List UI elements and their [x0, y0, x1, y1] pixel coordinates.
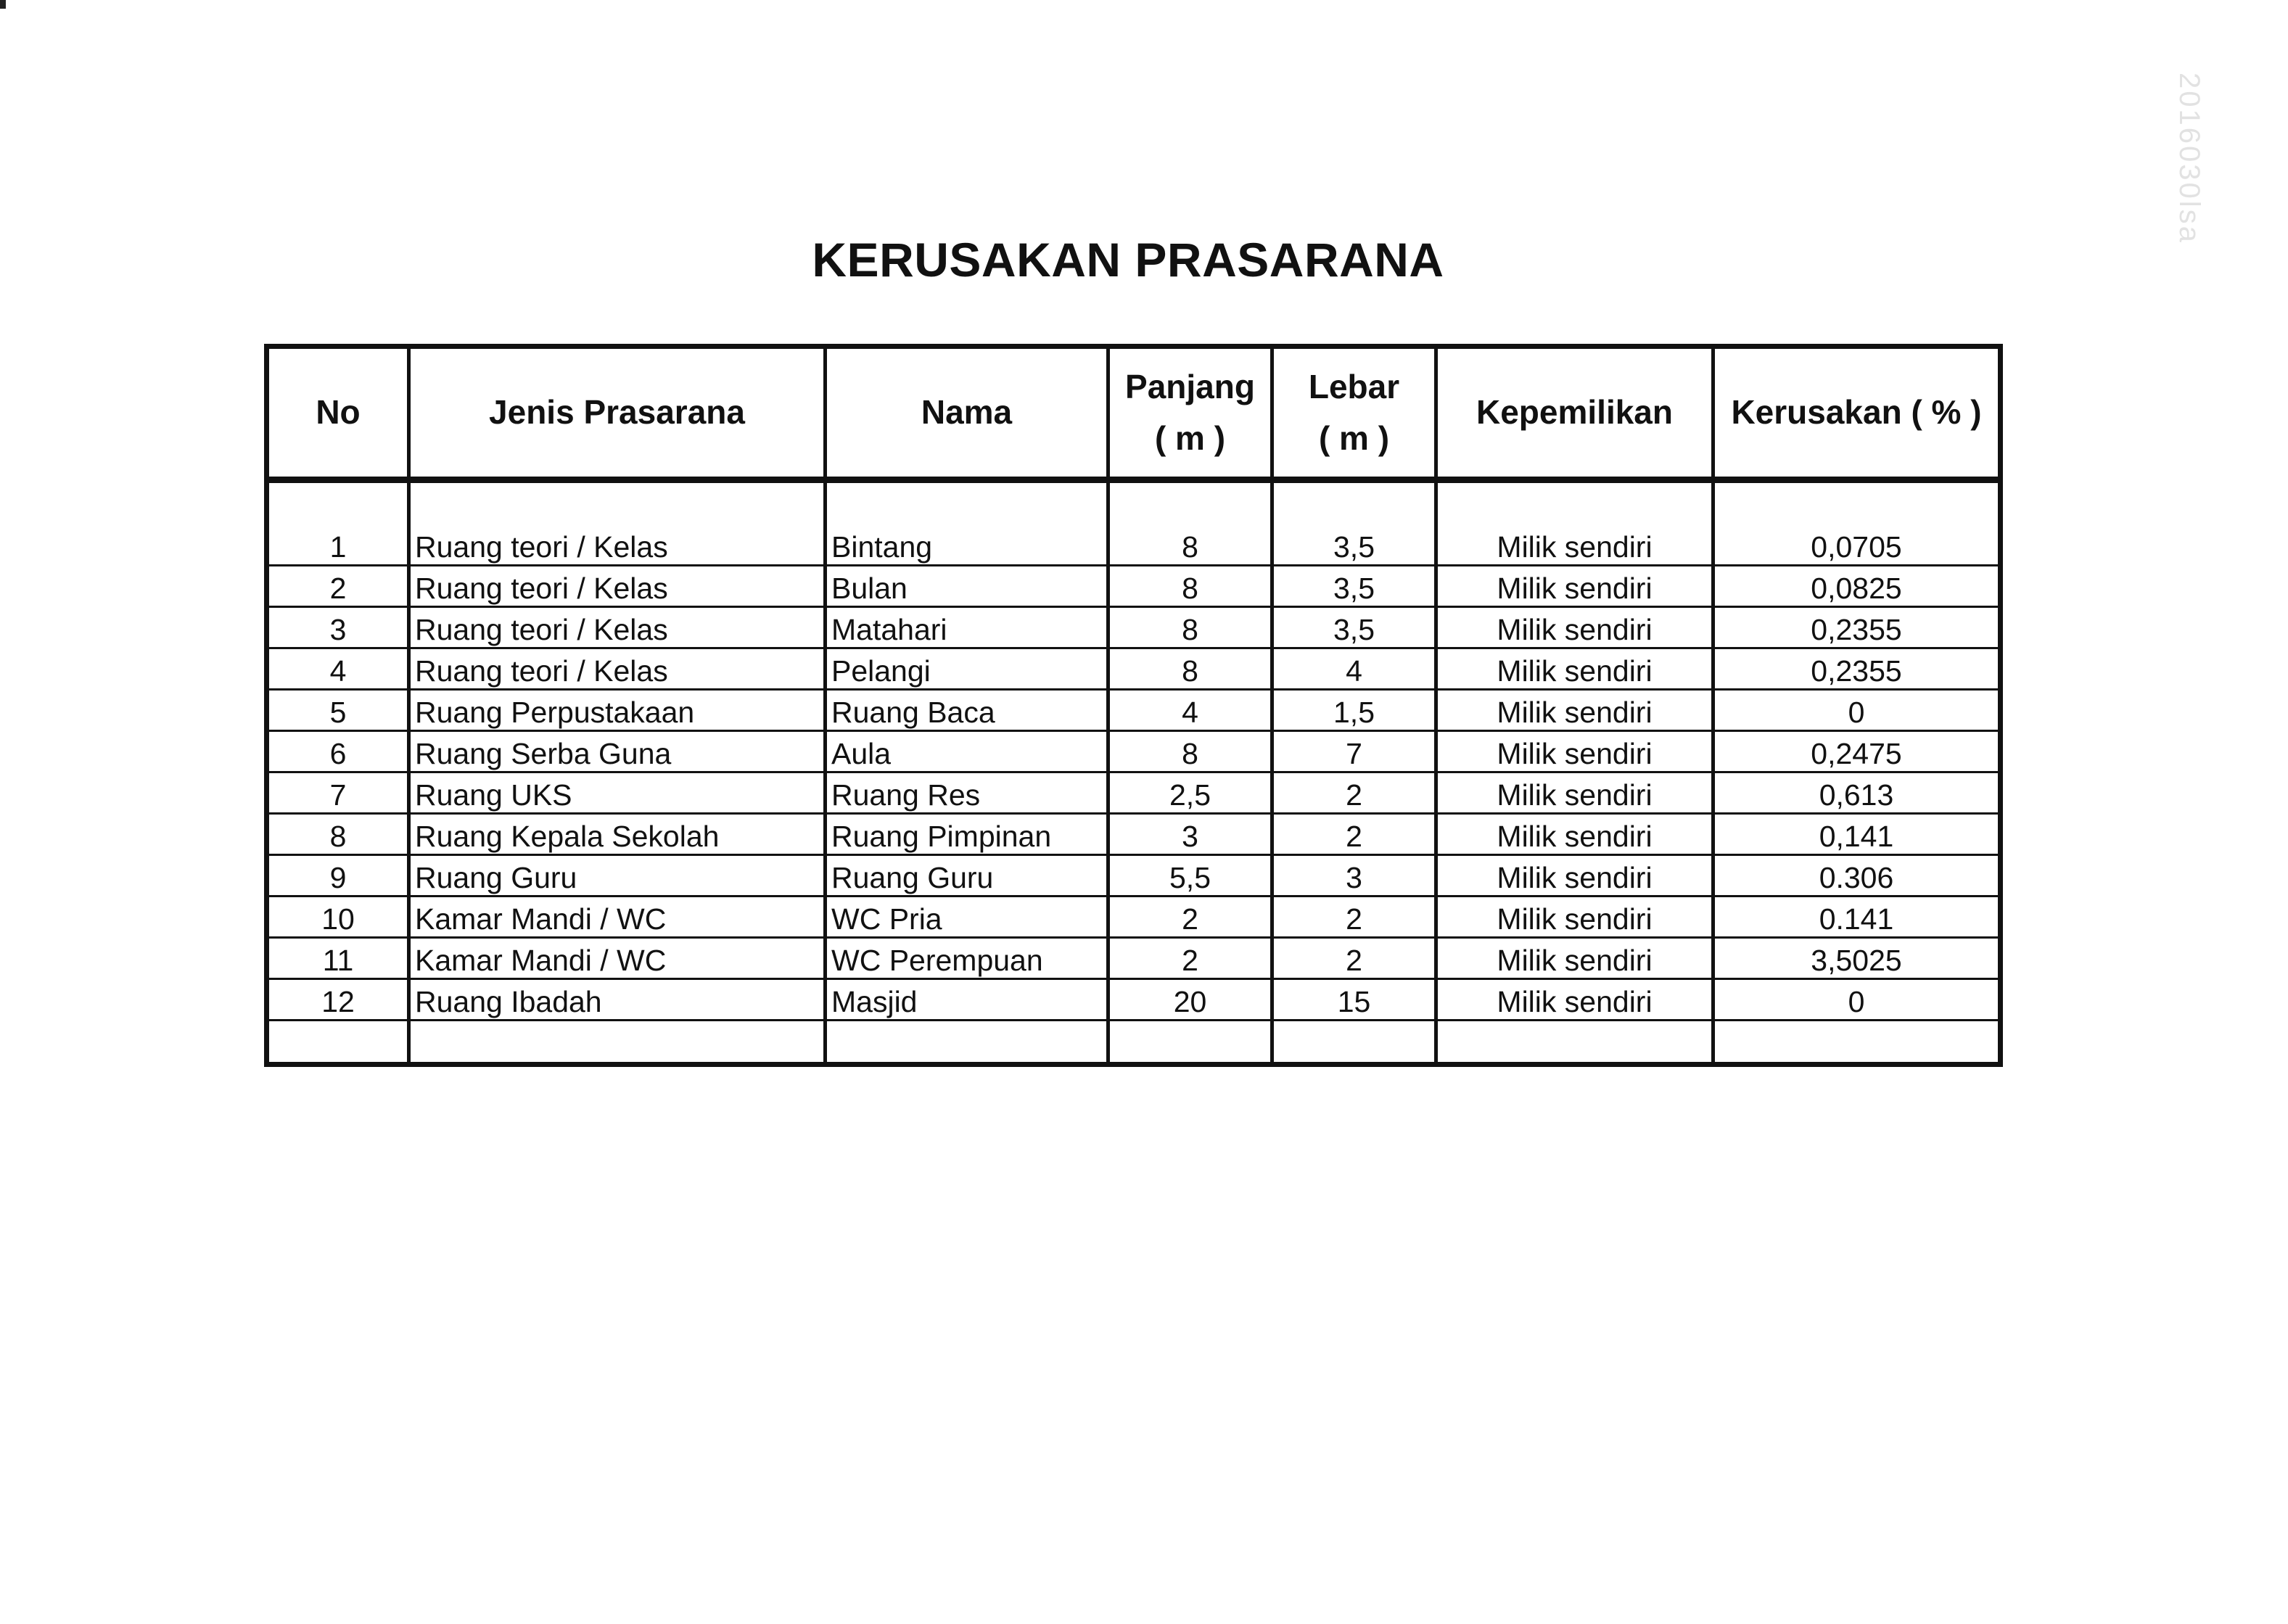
scan-edge-mark	[0, 0, 6, 9]
cell-jenis: Ruang Kepala Sekolah	[409, 814, 826, 855]
cell-jenis: Ruang teori / Kelas	[409, 607, 826, 648]
header-jenis-prasarana: Jenis Prasarana	[409, 347, 826, 480]
cell-no: 1	[267, 525, 409, 566]
cell-lebar: 15	[1272, 979, 1436, 1021]
cell-kerusakan: 0,0705	[1713, 525, 2001, 566]
cell-kepemilikan: Milik sendiri	[1436, 690, 1713, 731]
cell-kepemilikan: Milik sendiri	[1436, 772, 1713, 814]
cell-kerusakan: 0.141	[1713, 897, 2001, 938]
cell-lebar: 2	[1272, 814, 1436, 855]
cell-panjang: 8	[1108, 525, 1272, 566]
cell-kepemilikan: Milik sendiri	[1436, 979, 1713, 1021]
cell-kerusakan: 0.306	[1713, 855, 2001, 897]
table-header-row	[267, 347, 2001, 480]
cell-jenis: Kamar Mandi / WC	[409, 897, 826, 938]
cell-no: 8	[267, 814, 409, 855]
cell-panjang: 5,5	[1108, 855, 1272, 897]
table-row	[267, 938, 2001, 979]
cell-kerusakan: 0,2475	[1713, 731, 2001, 772]
cell-lebar: 3,5	[1272, 566, 1436, 607]
cell-lebar: 3	[1272, 855, 1436, 897]
cell-kepemilikan: Milik sendiri	[1436, 938, 1713, 979]
cell-no: 3	[267, 607, 409, 648]
cell-kerusakan: 0	[1713, 979, 2001, 1021]
cell-kerusakan: 0,2355	[1713, 648, 2001, 690]
cell-kepemilikan: Milik sendiri	[1436, 897, 1713, 938]
cell-nama: Aula	[826, 731, 1108, 772]
cell-kerusakan: 0,0825	[1713, 566, 2001, 607]
cell-nama: WC Pria	[826, 897, 1108, 938]
cell-panjang: 2	[1108, 938, 1272, 979]
cell-kerusakan: 0,2355	[1713, 607, 2001, 648]
cell-panjang: 8	[1108, 731, 1272, 772]
cell-nama: Ruang Guru	[826, 855, 1108, 897]
cell-no: 6	[267, 731, 409, 772]
page-title: KERUSAKAN PRASARANA	[812, 233, 1444, 287]
cell-jenis: Ruang teori / Kelas	[409, 525, 826, 566]
cell-kepemilikan: Milik sendiri	[1436, 525, 1713, 566]
header-panjang-unit: ( m )	[1154, 419, 1226, 457]
header-lebar-unit: ( m )	[1318, 419, 1390, 457]
cell-panjang: 8	[1108, 648, 1272, 690]
cell-lebar: 4	[1272, 648, 1436, 690]
table-row	[267, 897, 2001, 938]
cell-nama: Bulan	[826, 566, 1108, 607]
cell-kepemilikan: Milik sendiri	[1436, 731, 1713, 772]
cell-jenis: Ruang Guru	[409, 855, 826, 897]
cell-panjang: 3	[1108, 814, 1272, 855]
cell-jenis: Ruang Ibadah	[409, 979, 826, 1021]
cell-jenis: Ruang Serba Guna	[409, 731, 826, 772]
cell-nama: Ruang Pimpinan	[826, 814, 1108, 855]
cell-jenis: Ruang teori / Kelas	[409, 566, 826, 607]
prasarana-table	[264, 344, 2003, 1067]
table-row	[267, 855, 2001, 897]
cell-kepemilikan: Milik sendiri	[1436, 648, 1713, 690]
cell-no: 12	[267, 979, 409, 1021]
cell-kerusakan: 3,5025	[1713, 938, 2001, 979]
header-lebar	[1272, 347, 1436, 480]
cell-no: 2	[267, 566, 409, 607]
cell-nama: Pelangi	[826, 648, 1108, 690]
cell-no: 7	[267, 772, 409, 814]
cell-lebar: 1,5	[1272, 690, 1436, 731]
header-no: No	[267, 347, 409, 480]
table-row	[267, 566, 2001, 607]
cell-kepemilikan: Milik sendiri	[1436, 566, 1713, 607]
table-empty-row	[267, 1021, 2001, 1065]
cell-panjang: 8	[1108, 566, 1272, 607]
table-row	[267, 814, 2001, 855]
table-row	[267, 690, 2001, 731]
cell-nama: Ruang Res	[826, 772, 1108, 814]
cell-jenis: Ruang teori / Kelas	[409, 648, 826, 690]
cell-nama: Ruang Baca	[826, 690, 1108, 731]
table-row	[267, 525, 2001, 566]
table-row	[267, 979, 2001, 1021]
header-panjang-label: Panjang	[1125, 367, 1255, 405]
cell-kepemilikan: Milik sendiri	[1436, 814, 1713, 855]
cell-nama: WC Perempuan	[826, 938, 1108, 979]
cell-nama: Bintang	[826, 525, 1108, 566]
cell-lebar: 2	[1272, 772, 1436, 814]
cell-lebar: 7	[1272, 731, 1436, 772]
cell-panjang: 4	[1108, 690, 1272, 731]
cell-lebar: 2	[1272, 897, 1436, 938]
cell-nama: Matahari	[826, 607, 1108, 648]
table-row	[267, 772, 2001, 814]
cell-no: 9	[267, 855, 409, 897]
cell-jenis: Kamar Mandi / WC	[409, 938, 826, 979]
cell-nama: Masjid	[826, 979, 1108, 1021]
table-row	[267, 731, 2001, 772]
cell-kerusakan: 0,613	[1713, 772, 2001, 814]
header-kepemilikan: Kepemilikan	[1436, 347, 1713, 480]
cell-lebar: 2	[1272, 938, 1436, 979]
table-spacer-row	[267, 480, 2001, 526]
cell-kepemilikan: Milik sendiri	[1436, 607, 1713, 648]
header-lebar-label: Lebar	[1308, 367, 1400, 405]
cell-kepemilikan: Milik sendiri	[1436, 855, 1713, 897]
cell-panjang: 2,5	[1108, 772, 1272, 814]
cell-panjang: 20	[1108, 979, 1272, 1021]
scan-stamp: 2016030lsa	[2173, 73, 2205, 244]
cell-lebar: 3,5	[1272, 525, 1436, 566]
cell-kerusakan: 0,141	[1713, 814, 2001, 855]
table-row	[267, 607, 2001, 648]
header-panjang	[1108, 347, 1272, 480]
cell-no: 11	[267, 938, 409, 979]
cell-no: 5	[267, 690, 409, 731]
cell-panjang: 8	[1108, 607, 1272, 648]
cell-no: 10	[267, 897, 409, 938]
table-row	[267, 648, 2001, 690]
cell-kerusakan: 0	[1713, 690, 2001, 731]
header-nama: Nama	[826, 347, 1108, 480]
cell-lebar: 3,5	[1272, 607, 1436, 648]
cell-jenis: Ruang UKS	[409, 772, 826, 814]
header-kerusakan: Kerusakan ( % )	[1713, 347, 2001, 480]
cell-no: 4	[267, 648, 409, 690]
cell-panjang: 2	[1108, 897, 1272, 938]
cell-jenis: Ruang Perpustakaan	[409, 690, 826, 731]
